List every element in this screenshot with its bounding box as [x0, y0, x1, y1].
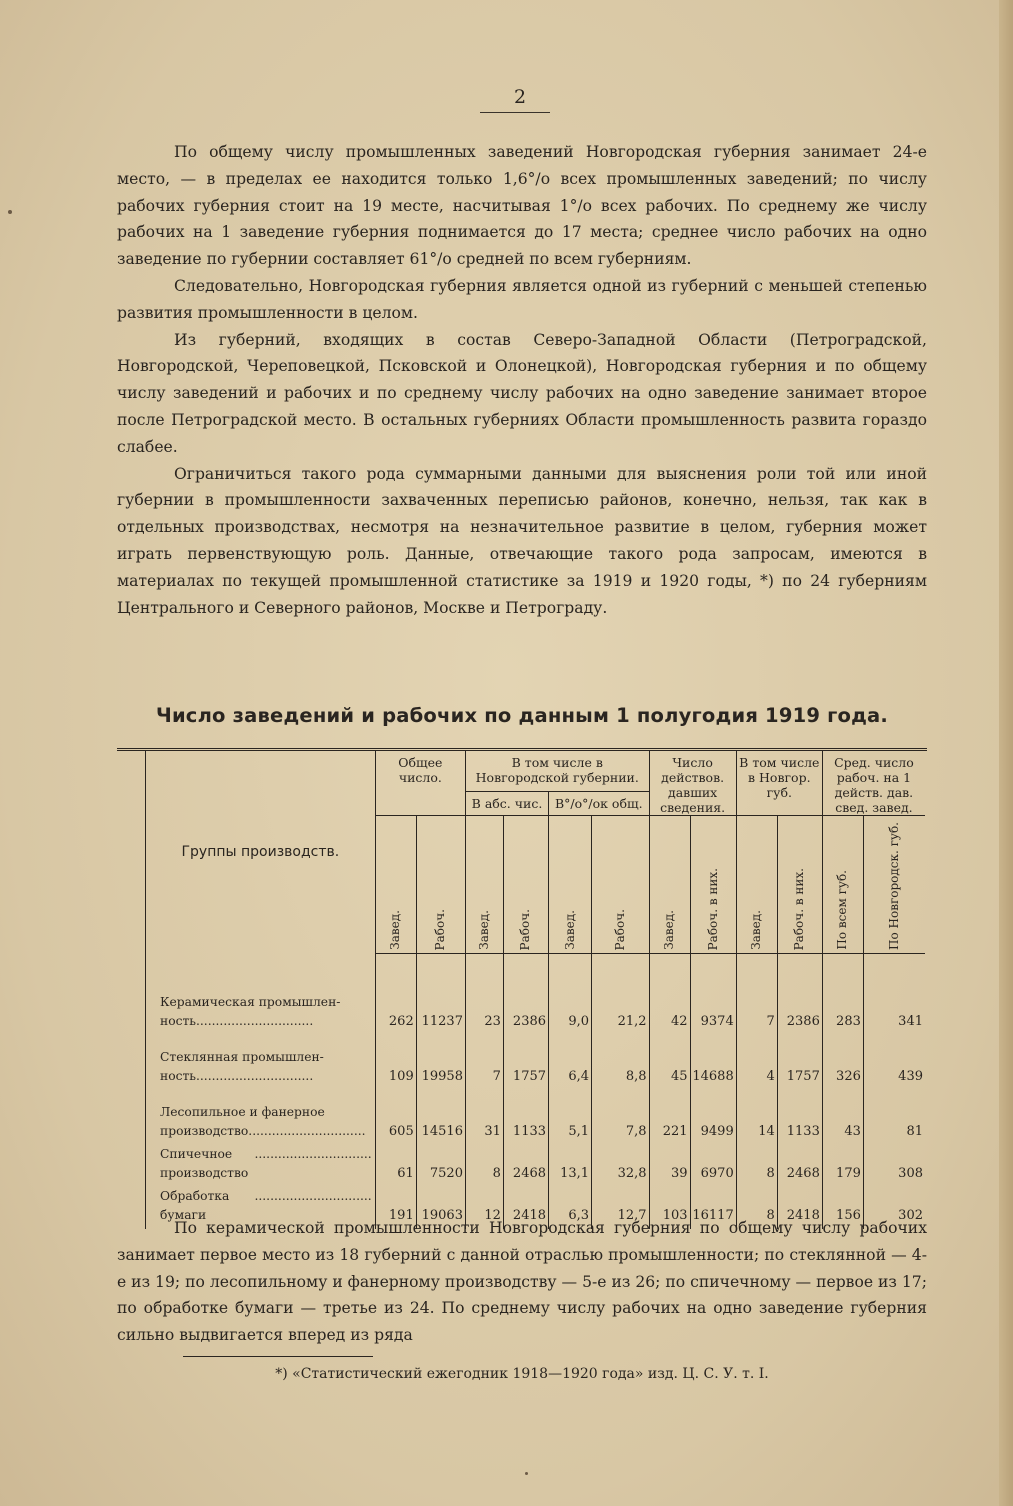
table-cell: 283	[822, 980, 863, 1035]
table-cell: 191	[375, 1187, 416, 1229]
table-cell: 7,8	[592, 1090, 649, 1145]
statistics-table	[145, 751, 925, 1229]
row-label-line2	[160, 1122, 372, 1141]
table-cell: 14	[736, 1090, 777, 1145]
table-cell: 19063	[416, 1187, 465, 1229]
table-cell: 326	[822, 1035, 863, 1090]
table-body	[146, 980, 926, 1229]
body-text-bottom	[117, 1215, 927, 1349]
page-edge	[999, 0, 1013, 1506]
row-label-line1: Керамическая промышлен-	[160, 995, 341, 1009]
paragraph: Следовательно, Новгородская губерния является одной из губерний с меньшей степенью развития промышленности в целом.	[117, 276, 927, 322]
table-cell: 2468	[503, 1145, 548, 1187]
col-raboch-v-nih: Рабоч. в них.	[777, 816, 822, 954]
col-raboch-v-nih: Рабоч. в них.	[690, 816, 736, 954]
dot-leader: ..............................	[254, 1189, 372, 1203]
table-cell: 1757	[503, 1035, 548, 1090]
row-label-text: Спичечное производство	[160, 1147, 249, 1180]
paper-speck	[8, 210, 12, 214]
table-cell: 2418	[503, 1187, 548, 1229]
row-label-line2	[160, 1012, 372, 1031]
row-label-text: производство	[160, 1124, 249, 1138]
in-novgorod-header: В том числе в Новгородской губернии.	[465, 751, 649, 792]
avg-workers-header: Сред. число рабоч. на 1 действ. дав. свед. завед.	[822, 751, 925, 816]
table-cell: 19958	[416, 1035, 465, 1090]
table-cell: 8	[465, 1145, 503, 1187]
dot-leader: ..............................	[195, 1069, 314, 1083]
body-text-top	[117, 139, 927, 621]
table-cell: 23	[465, 980, 503, 1035]
col-raboch: Рабоч.	[503, 816, 548, 954]
row-label-text: ность	[160, 1014, 196, 1028]
footnote-rule	[183, 1356, 373, 1357]
dot-leader: ..............................	[195, 1014, 314, 1028]
total-header: Общее число.	[375, 751, 465, 816]
row-label-text: Обработка бумаги	[160, 1189, 230, 1222]
table-row	[146, 980, 926, 1035]
col-zaved: Завед.	[736, 816, 777, 954]
paragraph: Ограничиться такого рода суммарными данными для выяснения роли той или иной губернии в промышленности захваченных переписью районов, конечно, нельзя, так как в отдельных производствах, несмотря на незначительное развитие в целом, губерния может играть первенствующую роль. Данные, отвечающие такого рода запросам, имеются в материалах по текущей промышленной статистике за 1919 и 1920 годы, *) по 24 губерниям Центрального и Северного районов, Москве и Петрограду.	[117, 464, 927, 617]
reporting-header: Число действов. давших сведения.	[649, 751, 736, 816]
col-po-novgorod: По Новгородск. губ.	[863, 816, 925, 954]
col-raboch: Рабоч.	[592, 816, 649, 954]
table-cell: 2386	[503, 980, 548, 1035]
table-cell: 1133	[503, 1090, 548, 1145]
table-cell: 6,3	[549, 1187, 592, 1229]
table-cell: 1133	[777, 1090, 822, 1145]
table-row	[146, 1035, 926, 1090]
table-cell: 9374	[690, 980, 736, 1035]
spacer-row	[146, 954, 926, 981]
row-label	[146, 1090, 376, 1145]
groups-header: Группы производств.	[146, 751, 376, 954]
table-cell: 109	[375, 1035, 416, 1090]
percent-header: В°/о°/ок общ.	[549, 792, 650, 816]
table-cell: 11237	[416, 980, 465, 1035]
table-cell: 13,1	[549, 1145, 592, 1187]
table-cell: 21,2	[592, 980, 649, 1035]
footnote: *) «Статистический ежегодник 1918—1920 года» изд. Ц. С. У. т. I.	[275, 1366, 769, 1382]
table-cell: 14688	[690, 1035, 736, 1090]
table-cell: 5,1	[549, 1090, 592, 1145]
table-cell: 61	[375, 1145, 416, 1187]
table-cell: 16117	[690, 1187, 736, 1229]
page-number-rule	[480, 112, 550, 113]
table-cell: 2418	[777, 1187, 822, 1229]
table-cell: 45	[649, 1035, 690, 1090]
table-cell: 605	[375, 1090, 416, 1145]
table-cell: 9499	[690, 1090, 736, 1145]
table-cell: 2468	[777, 1145, 822, 1187]
table-cell: 8	[736, 1187, 777, 1229]
row-label-line1: Стеклянная промышлен-	[160, 1050, 324, 1064]
table-cell: 7	[736, 980, 777, 1035]
absolute-header: В абс. чис.	[465, 792, 548, 816]
table-cell: 6,4	[549, 1035, 592, 1090]
paragraph: По керамической промышленности Новгородская губерния по общему числу рабочих занимает первое место из 18 губерний с данной отраслью промышленности; по стеклянной — 4-е из 19; по лесопильному и фанерному производству — 5-е из 26; по спичечному — первое из 17; по обработке бумаги — третье из 24. По среднему числу рабочих на одно заведение губерния сильно выдвигается вперед из ряда	[117, 1219, 927, 1345]
col-raboch: Рабоч.	[416, 816, 465, 954]
row-label-line1: Лесопильное и фанерное	[160, 1105, 325, 1119]
table-cell: 341	[863, 980, 925, 1035]
table-cell: 7520	[416, 1145, 465, 1187]
table-cell: 439	[863, 1035, 925, 1090]
table-cell: 179	[822, 1145, 863, 1187]
table-cell: 103	[649, 1187, 690, 1229]
table-cell: 81	[863, 1090, 925, 1145]
col-po-vsem: По всем губ.	[822, 816, 863, 954]
col-zaved: Завед.	[465, 816, 503, 954]
table-cell: 308	[863, 1145, 925, 1187]
row-label	[146, 1145, 376, 1187]
row-label	[146, 980, 376, 1035]
dot-leader: ..............................	[248, 1124, 366, 1138]
row-label-line2	[160, 1145, 372, 1183]
table-row	[146, 1090, 926, 1145]
table-title: Число заведений и рабочих по данным 1 полугодия 1919 года.	[155, 704, 889, 727]
table-cell: 8	[736, 1145, 777, 1187]
col-zaved: Завед.	[649, 816, 690, 954]
table-cell: 4	[736, 1035, 777, 1090]
page-number: 2	[513, 86, 527, 108]
table-cell: 302	[863, 1187, 925, 1229]
row-label-line2	[160, 1067, 372, 1086]
table-cell: 42	[649, 980, 690, 1035]
paragraph: По общему числу промышленных заведений Новгородская губерния занимает 24-е место, — в пределах ее находится только 1,6°/о всех промышленных заведений; по числу рабочих губерния стоит на 19 месте, насчитывая 1°/о всех рабочих. По среднему же числу рабочих на 1 заведение губерния поднимается до 17 места; среднее число рабочих на одно заведение по губернии составляет 61°/о средней по всем губерниям.	[117, 143, 927, 269]
row-label-text: ность	[160, 1069, 196, 1083]
statistics-table-wrapper	[117, 748, 927, 1229]
table-cell: 2386	[777, 980, 822, 1035]
dot-leader: ..............................	[254, 1147, 372, 1161]
table-cell: 39	[649, 1145, 690, 1187]
col-zaved: Завед.	[375, 816, 416, 954]
table-row	[146, 1145, 926, 1187]
table-cell: 7	[465, 1035, 503, 1090]
paragraph: Из губерний, входящих в состав Северо-Западной Области (Петроградской, Новгородской, Череповецкой, Псковской и Олонецкой), Новгородская губерния и по общему числу заведений и рабочих и по среднему числу рабочих на одно заведение занимает второе после Петроградской место. В остальных губерниях Области промышленность развита гораздо слабее.	[117, 330, 927, 456]
table-cell: 9,0	[549, 980, 592, 1035]
table-cell: 8,8	[592, 1035, 649, 1090]
row-label	[146, 1035, 376, 1090]
table-cell: 221	[649, 1090, 690, 1145]
table-cell: 1757	[777, 1035, 822, 1090]
table-cell: 14516	[416, 1090, 465, 1145]
table-cell: 6970	[690, 1145, 736, 1187]
col-zaved: Завед.	[549, 816, 592, 954]
table-cell: 262	[375, 980, 416, 1035]
table-cell: 43	[822, 1090, 863, 1145]
of-them-novgorod-header: В том числе в Новгор. губ.	[736, 751, 822, 816]
table-cell: 12	[465, 1187, 503, 1229]
table-cell: 156	[822, 1187, 863, 1229]
table-cell: 12,7	[592, 1187, 649, 1229]
table-cell: 31	[465, 1090, 503, 1145]
table-cell: 32,8	[592, 1145, 649, 1187]
paper-speck	[525, 1472, 528, 1475]
